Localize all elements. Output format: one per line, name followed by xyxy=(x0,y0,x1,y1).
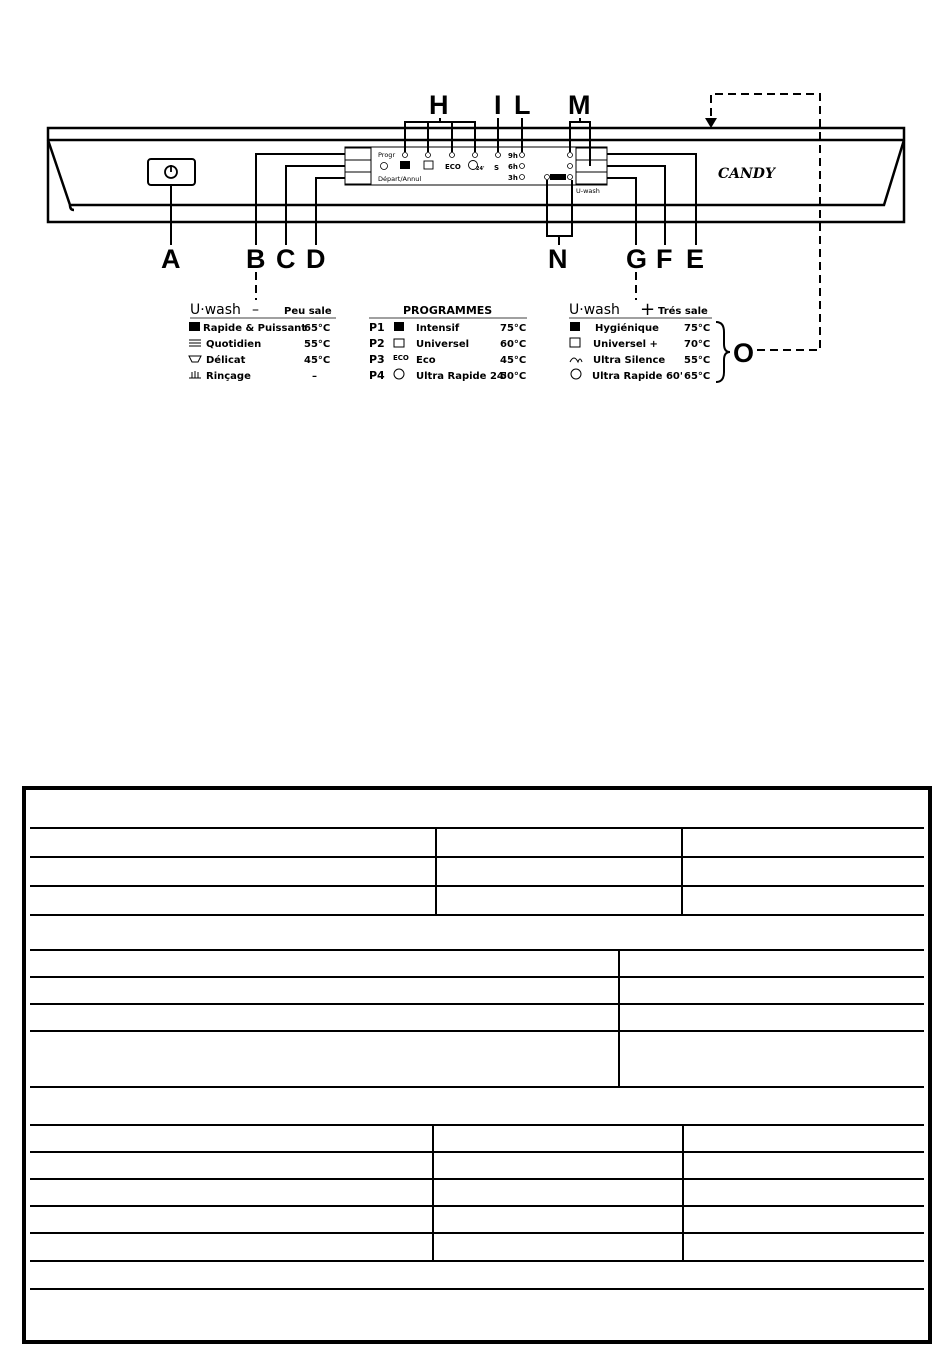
salt-icon: S xyxy=(494,164,500,172)
svg-text:Hygiénique: Hygiénique xyxy=(595,323,659,334)
svg-text:Eco: Eco xyxy=(416,355,436,366)
svg-text:–: – xyxy=(312,371,317,382)
rinse-led xyxy=(545,175,550,180)
p2-universal-icon xyxy=(394,339,404,347)
table-row xyxy=(30,887,924,916)
callout-G: G xyxy=(626,244,648,274)
svg-text:45°C: 45°C xyxy=(304,355,331,366)
svg-text:Ultra Silence: Ultra Silence xyxy=(593,355,666,366)
uwash-plus-button[interactable] xyxy=(576,148,607,160)
legend-left-sign: – xyxy=(252,302,259,318)
svg-text:65°C: 65°C xyxy=(684,371,711,382)
table-row xyxy=(30,1234,924,1262)
legend-left xyxy=(189,302,336,382)
svg-text:Intensif: Intensif xyxy=(416,323,460,334)
power-button[interactable] xyxy=(148,159,195,185)
p4-quick-icon xyxy=(394,369,404,379)
progr-button[interactable] xyxy=(345,148,371,160)
silence-icon xyxy=(570,358,582,362)
lines-icon xyxy=(189,340,201,346)
p2-led xyxy=(426,153,431,158)
callout-I: I xyxy=(494,90,502,120)
svg-text:P2: P2 xyxy=(369,337,385,350)
p1-led xyxy=(403,153,408,158)
rinse-aid-indicator xyxy=(550,174,566,180)
delay-6h-led xyxy=(520,164,525,169)
svg-text:Universel +: Universel + xyxy=(593,339,658,350)
svg-text:65°C: 65°C xyxy=(304,323,331,334)
svg-text:Délicat: Délicat xyxy=(206,355,246,366)
svg-text:Quotidien: Quotidien xyxy=(206,339,262,350)
quick-60-icon xyxy=(571,369,581,379)
delay-9h-led xyxy=(520,153,525,158)
delay-6h-label: 6h xyxy=(508,163,518,171)
svg-text:55°C: 55°C xyxy=(684,355,711,366)
table-row xyxy=(30,1005,924,1032)
start-cancel-button[interactable] xyxy=(345,172,371,184)
p1-pot-icon xyxy=(394,322,404,331)
svg-text:50°C: 50°C xyxy=(500,371,527,382)
svg-text:75°C: 75°C xyxy=(500,323,527,334)
legend-right-subtitle: Trés sale xyxy=(658,306,708,317)
callout-B: B xyxy=(246,244,266,274)
table-row xyxy=(30,1126,924,1153)
legend-brace xyxy=(716,322,730,382)
table-row xyxy=(30,1088,924,1126)
delay-3h-label: 3h xyxy=(508,174,518,182)
legend-right-sign: + xyxy=(640,299,656,320)
svg-text:24': 24' xyxy=(476,166,485,172)
legend-left-title: U·wash xyxy=(190,302,241,318)
svg-text:Ultra Rapide 24': Ultra Rapide 24' xyxy=(416,371,507,382)
callout-D: D xyxy=(306,244,326,274)
universal-plus-icon xyxy=(570,338,580,347)
uwash-panel-label: U-wash xyxy=(576,187,600,195)
brand-logo: CANDY xyxy=(718,166,775,182)
table-row xyxy=(30,1032,924,1088)
table-row xyxy=(30,951,924,978)
pot-icon xyxy=(189,322,200,331)
callout-L: L xyxy=(514,90,531,120)
legend-center-title: PROGRAMMES xyxy=(403,304,493,317)
svg-text:P1: P1 xyxy=(369,321,385,334)
callout-F: F xyxy=(656,244,673,274)
progr-label: Progr xyxy=(378,151,396,159)
legend-right-title: U·wash xyxy=(569,302,620,318)
svg-text:75°C: 75°C xyxy=(684,323,711,334)
callout-O: O xyxy=(733,338,755,368)
svg-text:Rinçage: Rinçage xyxy=(206,371,251,382)
callout-E: E xyxy=(686,244,705,274)
opt2-led xyxy=(568,164,573,169)
glass-icon xyxy=(189,356,201,362)
svg-text:70°C: 70°C xyxy=(684,339,711,350)
control-panel-diagram xyxy=(0,0,950,400)
salt-led xyxy=(496,153,501,158)
delay-9h-label: 9h xyxy=(508,152,518,160)
empty-table xyxy=(22,786,932,1344)
table-row xyxy=(30,916,924,951)
svg-text:Ultra Rapide 60': Ultra Rapide 60' xyxy=(592,371,683,382)
arrow-head xyxy=(705,118,717,128)
legend-center xyxy=(369,304,527,382)
svg-text:60°C: 60°C xyxy=(500,339,527,350)
legend-right xyxy=(569,299,730,382)
display-area xyxy=(345,147,607,195)
callout-N: N xyxy=(548,244,568,274)
table-row xyxy=(30,1262,924,1290)
p3-eco-icon: ECO xyxy=(393,354,409,362)
opt3-led xyxy=(568,175,573,180)
hygienic-icon xyxy=(570,322,580,331)
uwash-button[interactable] xyxy=(576,172,607,184)
callout-M: M xyxy=(568,90,591,120)
table-row xyxy=(30,1207,924,1234)
eco-icon: ECO xyxy=(445,163,461,171)
table-row xyxy=(30,1153,924,1180)
table-row xyxy=(30,858,924,887)
svg-text:Universel: Universel xyxy=(416,339,470,350)
table-row xyxy=(30,978,924,1005)
svg-text:45°C: 45°C xyxy=(500,355,527,366)
callout-C: C xyxy=(276,244,296,274)
p4-led xyxy=(473,153,478,158)
callout-A: A xyxy=(161,244,181,274)
callout-H: H xyxy=(429,90,449,120)
option-button[interactable] xyxy=(576,160,607,172)
rinse-icon xyxy=(189,371,201,378)
intensive-pot-icon xyxy=(400,161,410,169)
table-row xyxy=(30,1180,924,1207)
table-row xyxy=(30,829,924,858)
svg-text:Rapide & Puissant: Rapide & Puissant xyxy=(203,323,307,334)
opt1-led xyxy=(568,153,573,158)
svg-text:55°C: 55°C xyxy=(304,339,331,350)
legend-left-subtitle: Peu sale xyxy=(284,306,332,317)
delay-button[interactable] xyxy=(345,160,371,172)
delay-3h-led xyxy=(520,175,525,180)
p3-led xyxy=(450,153,455,158)
table-row xyxy=(30,790,924,829)
depart-label: Départ/Annul xyxy=(378,175,422,183)
svg-text:P3: P3 xyxy=(369,353,385,366)
svg-text:P4: P4 xyxy=(369,369,385,382)
